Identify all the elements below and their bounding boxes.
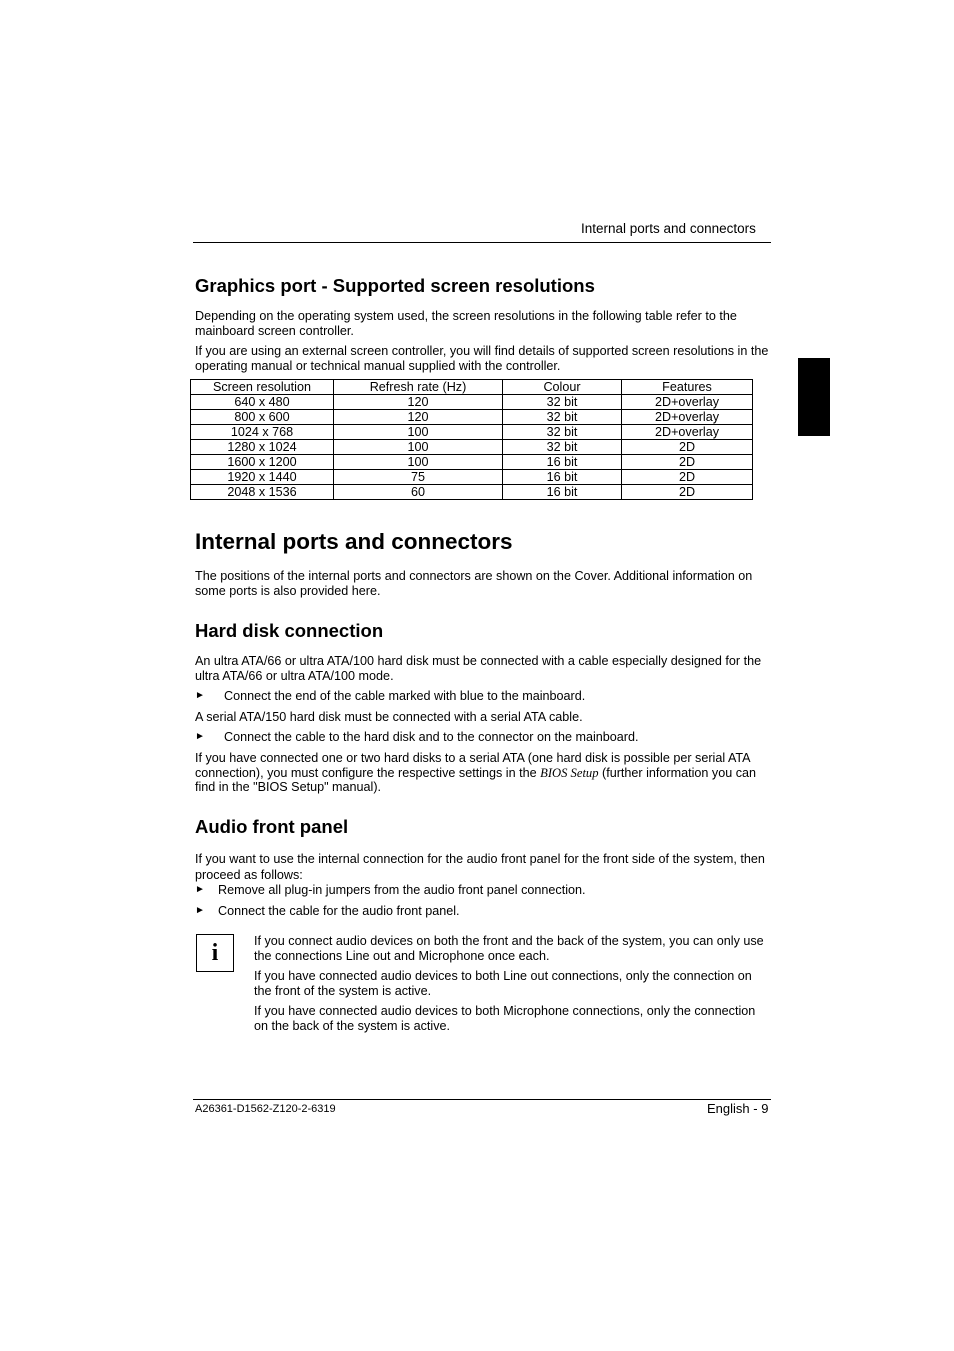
table-cell: 16 bit (503, 470, 622, 485)
footer-rule (193, 1099, 771, 1100)
graphics-paragraph-2: If you are using an external screen controller, you will find details of supported screen resolutions in the operating manual or technical manual supplied with the controller. (195, 344, 769, 373)
table-cell: 100 (334, 455, 503, 470)
table-cell: 800 x 600 (191, 410, 334, 425)
hard-disk-paragraph-2: A serial ATA/150 hard disk must be connected with a serial ATA cable. (195, 710, 583, 724)
table-header-cell: Features (622, 380, 753, 395)
paragraph-text: If you have connected one or two hard disks to a serial ATA (one hard disk is possible per serial ATA connection), you must configure the respective settings in the (195, 751, 750, 780)
table-cell: 32 bit (503, 425, 622, 440)
hard-disk-paragraph-1: An ultra ATA/66 or ultra ATA/100 hard disk must be connected with a cable especially designed for the ultra ATA/66 or ultra ATA/100 mode. (195, 654, 762, 683)
table-cell: 2D+overlay (622, 395, 753, 410)
table-header-row (191, 380, 753, 395)
table-cell: 16 bit (503, 455, 622, 470)
info-note-3: If you have connected audio devices to both Microphone connections, only the connection on the back of the system is active. (254, 1004, 756, 1033)
paragraph-text: (further information you can find in the "BIOS Setup" manual). (195, 765, 757, 794)
bullet-arrow-icon: ► (195, 884, 205, 895)
table-cell: 2D (622, 470, 753, 485)
info-note-2: If you have connected audio devices to both Line out connections, only the connection on the front of the system is active. (254, 969, 752, 998)
table-header-cell: Colour (503, 380, 622, 395)
list-item-text: Connect the cable for the audio front panel. (218, 904, 460, 918)
graphics-heading: Graphics port - Supported screen resolutions (195, 275, 595, 296)
table-cell: 1920 x 1440 (191, 470, 334, 485)
resolution-table (190, 379, 753, 500)
table-cell: 100 (334, 440, 503, 455)
graphics-paragraph-1: Depending on the operating system used, the screen resolutions in the following table refer to the mainboard screen controller. (195, 309, 737, 338)
table-row (191, 425, 753, 440)
table-cell: 1280 x 1024 (191, 440, 334, 455)
audio-paragraph: If you want to use the internal connection for the audio front panel for the front side of the system, then proceed as follows: (195, 852, 765, 882)
document-number: A26361-D1562-Z120-2-6319 (195, 1103, 336, 1115)
list-item-text: Connect the end of the cable marked with blue to the mainboard. (224, 689, 586, 703)
table-cell: 120 (334, 410, 503, 425)
table-row (191, 395, 753, 410)
bullet-arrow-icon: ► (195, 731, 205, 742)
info-note-1: If you connect audio devices on both the front and the back of the system, you can only use the connections Line out and Microphone once each. (254, 934, 764, 963)
table-row (191, 485, 753, 500)
table-cell: 2D+overlay (622, 410, 753, 425)
table-row (191, 440, 753, 455)
header-rule (193, 242, 771, 243)
bios-setup-term: BIOS Setup (540, 765, 599, 780)
table-cell: 2D (622, 455, 753, 470)
running-header: Internal ports and connectors (581, 221, 756, 236)
hard-disk-paragraph-3 (195, 751, 770, 795)
table-cell: 75 (334, 470, 503, 485)
table-cell: 640 x 480 (191, 395, 334, 410)
table-row (191, 455, 753, 470)
bullet-arrow-icon: ► (195, 905, 205, 916)
table-cell: 16 bit (503, 485, 622, 500)
table-header-cell: Screen resolution (191, 380, 334, 395)
table-cell: 32 bit (503, 395, 622, 410)
table-cell: 1024 x 768 (191, 425, 334, 440)
table-cell: 60 (334, 485, 503, 500)
table-cell: 32 bit (503, 440, 622, 455)
table-cell: 32 bit (503, 410, 622, 425)
internal-ports-paragraph: The positions of the internal ports and connectors are shown on the Cover. Additional information on some ports is also provided here. (195, 569, 753, 598)
hard-disk-heading: Hard disk connection (195, 620, 384, 641)
audio-heading: Audio front panel (195, 816, 349, 837)
table-cell: 2D+overlay (622, 425, 753, 440)
table-header-cell: Refresh rate (Hz) (334, 380, 503, 395)
table-cell: 120 (334, 395, 503, 410)
table-cell: 2D (622, 440, 753, 455)
table-cell: 1600 x 1200 (191, 455, 334, 470)
bullet-arrow-icon: ► (195, 690, 205, 701)
page-number: English - 9 (707, 1101, 769, 1116)
list-item-text: Remove all plug-in jumpers from the audio front panel connection. (218, 883, 586, 897)
table-cell: 2D (622, 485, 753, 500)
chapter-tab-marker (798, 358, 830, 436)
table-cell: 100 (334, 425, 503, 440)
info-icon: i (196, 934, 234, 972)
table-row (191, 410, 753, 425)
list-item-text: Connect the cable to the hard disk and to the connector on the mainboard. (224, 730, 639, 744)
internal-ports-heading: Internal ports and connectors (195, 529, 513, 554)
table-row (191, 470, 753, 485)
table-cell: 2048 x 1536 (191, 485, 334, 500)
